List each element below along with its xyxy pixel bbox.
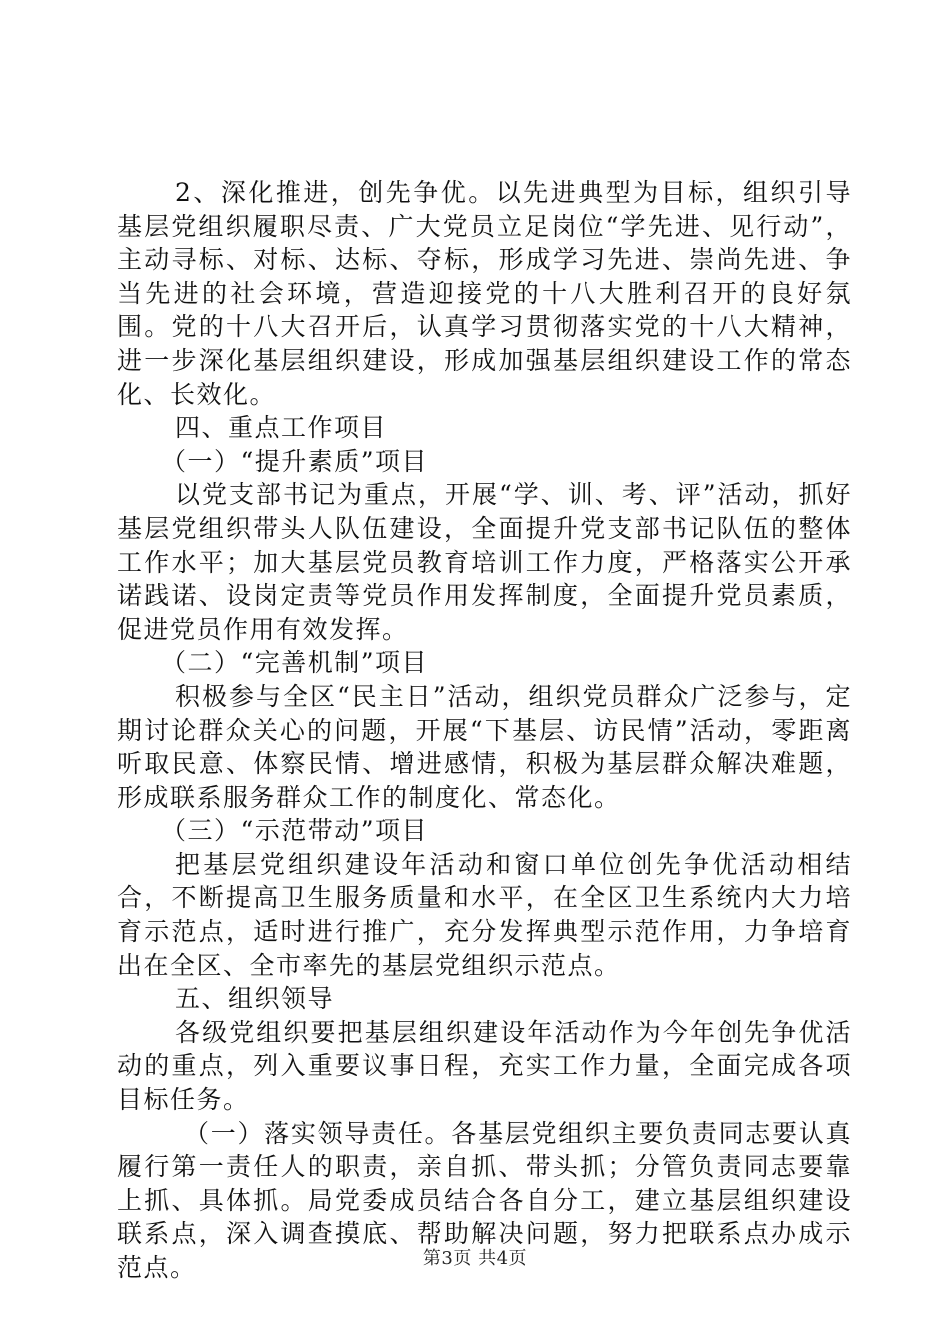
paragraph-improve-quality: 以党支部书记为重点，开展“学、训、考、评”活动，抓好基层党组织带头人队伍建设，全面提升党支部书记队伍的整体工作水平；加大基层党员教育培训工作力度，严格落实公开承诺践诺、设岗定责等党员作用发挥制度，全面提升党员素质，促进党员作用有效发挥。	[117, 480, 852, 644]
paragraph-demonstration: 把基层党组织建设年活动和窗口单位创先争优活动相结合，不断提高卫生服务质量和水平，在全区卫生系统内大力培育示范点，适时进行推广，充分发挥典型示范作用，力争培育出在全区、全市率先的基层党组织示范点。	[117, 849, 852, 980]
subheading-improve-quality: （一）“提升素质”项目	[161, 446, 429, 476]
paragraph-leadership-responsibility: （一）落实领导责任。各基层党组织主要负责同志要认真履行第一责任人的职责，亲自抓、带头抓；分管负责同志要靠上抓、具体抓。局党委成员结合各自分工，建立基层组织建设联系点，深入调查摸底、帮助解决问题，努力把联系点办成示范点。	[117, 1118, 852, 1282]
subheading-improve-mechanism: （二）“完善机制”项目	[161, 648, 429, 678]
paragraph-organization-leadership: 各级党组织要把基层组织建设年活动作为今年创先争优活动的重点，列入重要议事日程，充实工作力量，全面完成各项目标任务。	[117, 1017, 852, 1115]
page-footer: 第3页 共4页	[422, 1248, 528, 1269]
document-body	[117, 176, 852, 1285]
subheading-demonstration: （三）“示范带动”项目	[161, 816, 429, 846]
heading-key-projects: 四、重点工作项目	[175, 413, 388, 443]
paragraph-deepen-promote: 2、深化推进，创先争优。以先进典型为目标，组织引导基层党组织履职尽责、广大党员立足岗位“学先进、见行动”，主动寻标、对标、达标、夺标，形成学习先进、崇尚先进、争当先进的社会环境，营造迎接党的十八大胜利召开的良好氛围。党的十八大召开后，认真学习贯彻落实党的十八大精神，进一步深化基层组织建设，形成加强基层组织建设工作的常态化、长效化。	[117, 178, 852, 409]
paragraph-improve-mechanism: 积极参与全区“民主日”活动，组织党员群众广泛参与，定期讨论群众关心的问题，开展“下基层、访民情”活动，零距离听取民意、体察民情、增进感情，积极为基层群众解决难题，形成联系服务群众工作的制度化、常态化。	[117, 681, 852, 812]
heading-organization-leadership: 五、组织领导	[175, 984, 335, 1014]
